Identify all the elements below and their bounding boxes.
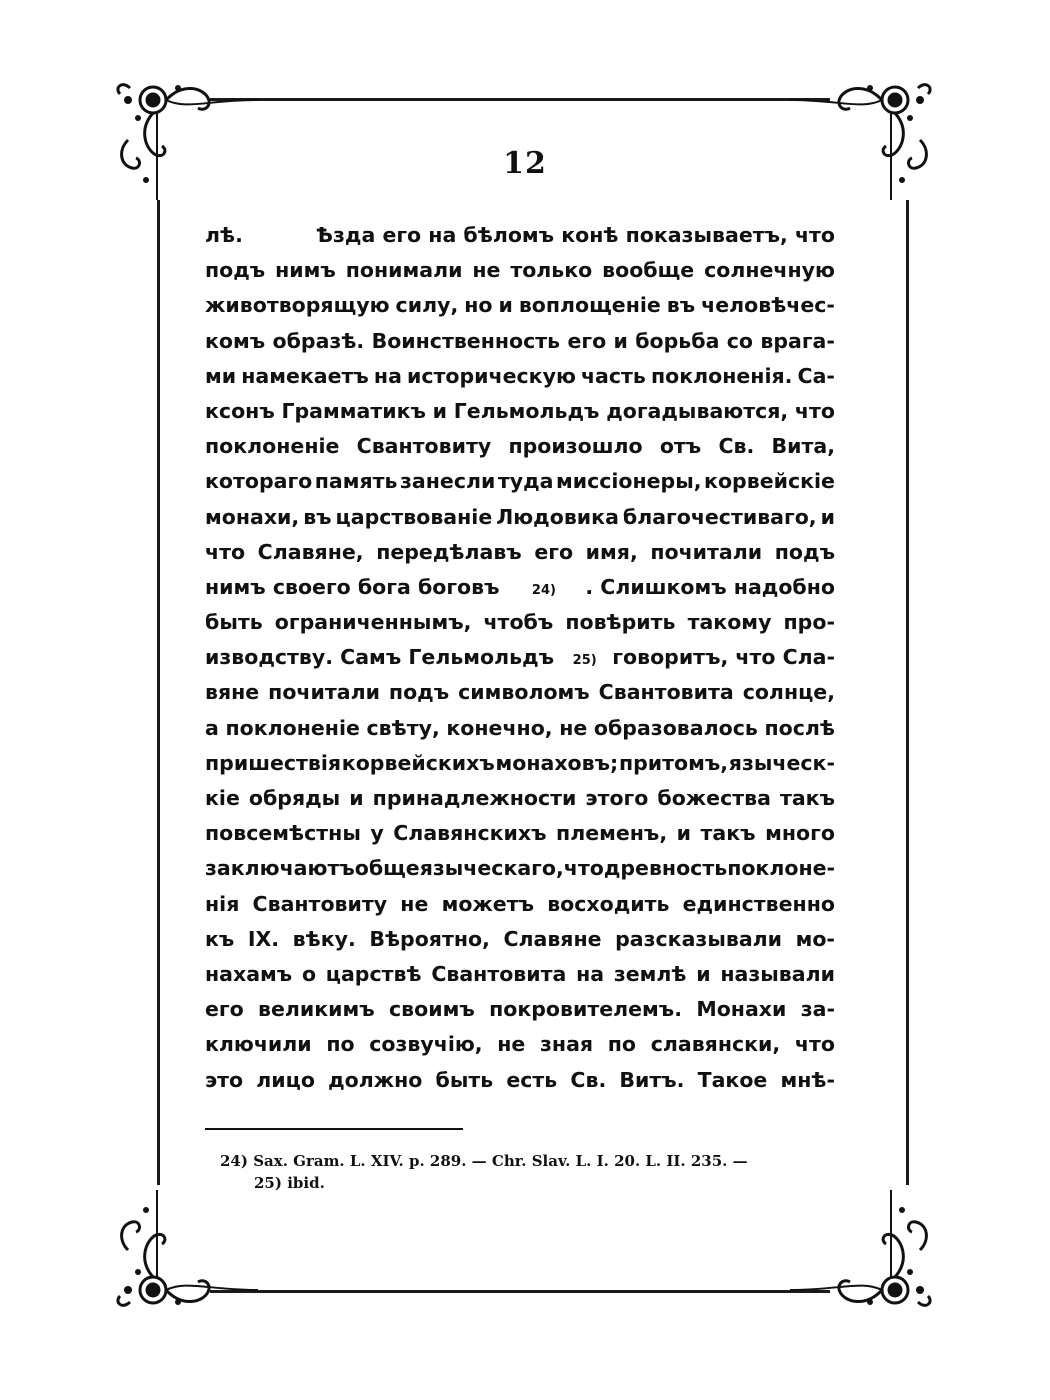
word: не (472, 258, 501, 283)
word: человѣчес- (701, 293, 835, 318)
body-text (205, 218, 835, 1098)
text-line (205, 957, 835, 992)
word: ограниченнымъ, (274, 610, 472, 635)
footnotes (220, 1150, 840, 1194)
word: Грамматикъ (281, 398, 426, 423)
word: солнце, (742, 680, 835, 705)
word: притомъ, (618, 750, 729, 775)
word: созвучію, (369, 1032, 483, 1057)
word: не (400, 891, 429, 916)
word: Свантовиту (356, 434, 492, 459)
word: борьба (635, 328, 720, 353)
text-line (205, 464, 835, 499)
text-line (205, 288, 835, 323)
word: славянски, (650, 1032, 781, 1057)
word: и (432, 398, 448, 423)
word: о (301, 961, 317, 986)
frame-left-rule (157, 200, 160, 1185)
word: а (205, 715, 219, 740)
text-line: изводству. Самъ Гельмольдъ 25) говоритъ, что Сла- (205, 640, 835, 675)
word: много (765, 821, 835, 846)
word: свѣту, (366, 715, 440, 740)
word: поклоне- (727, 856, 836, 881)
word: восходить (547, 891, 670, 916)
word: зная (540, 1032, 594, 1057)
word: Са- (797, 363, 835, 388)
word: языческ- (728, 750, 835, 775)
word: конечно, (446, 715, 553, 740)
text-line (205, 887, 835, 922)
word: царствѣ (325, 961, 422, 986)
word: только (510, 258, 593, 283)
word: корвейскихъ (341, 750, 495, 775)
word: послѣ (764, 715, 835, 740)
word: про- (783, 610, 835, 635)
word: воплощеніе (518, 293, 661, 318)
word: должно (328, 1067, 423, 1092)
word: такъ (700, 821, 756, 846)
word: корвейскіе (704, 469, 835, 494)
word: разсказывали (615, 926, 783, 951)
word: обряды (248, 786, 341, 810)
word: его (534, 539, 574, 564)
footnote-25: 25) ibid. (254, 1174, 325, 1192)
word: Св. (718, 434, 755, 459)
word: почитали (650, 539, 763, 564)
footnote-24: 24) Sax. Gram. L. XIV. p. 289. — Chr. Slav. L. I. 20. L. II. 235. — (220, 1152, 748, 1170)
word: нія (205, 891, 240, 916)
word: древность (603, 856, 728, 881)
frame-bottom-rule (210, 1290, 830, 1293)
frame-top-rule (210, 98, 830, 101)
text-line (205, 711, 835, 746)
word: Вита, (771, 434, 835, 459)
text-line (205, 1027, 835, 1062)
word: пришествія (205, 750, 342, 775)
frame-right-rule (906, 200, 909, 1185)
word: Свантовита (598, 680, 734, 705)
word: монахи, (205, 504, 300, 529)
word: поклоненіе (225, 715, 360, 740)
word: IX. (247, 926, 280, 951)
word: но (464, 293, 493, 318)
word: миссіонеры, (555, 469, 702, 494)
text-line (205, 851, 835, 886)
word: намекаетъ (241, 363, 369, 388)
word: Славяне, (257, 539, 364, 564)
word: и (820, 504, 835, 529)
word: врага- (760, 328, 835, 353)
word: повсемѣстны (205, 821, 361, 846)
word: Такое (697, 1067, 768, 1092)
word: образѣ. (272, 328, 365, 353)
word: въ (666, 293, 696, 318)
word: кіе (205, 786, 240, 810)
word: такому (687, 610, 772, 635)
word: со (726, 328, 754, 353)
word: по (326, 1032, 355, 1057)
page-number: 12 (503, 146, 547, 181)
word: Свантовиту (252, 891, 388, 916)
text-line: нимъ своего бога боговъ 24) . Слишкомъ надобно (205, 570, 835, 605)
text-line: лѣ. Ѣзда его на бѣломъ конѣ показываетъ, что (205, 223, 835, 247)
word: царствованіе (335, 504, 493, 529)
word: догадываются, (606, 398, 789, 423)
word: божества (657, 786, 771, 810)
word: своимъ (389, 997, 475, 1022)
word: что (205, 539, 246, 564)
word: быть (205, 610, 263, 635)
word: ключили (205, 1032, 312, 1057)
word: историческую (407, 363, 576, 388)
footnote-ref-25[interactable]: 25) (572, 653, 597, 669)
word: подъ (774, 539, 835, 564)
word: благочестиваго, (622, 504, 817, 529)
text-line (205, 675, 835, 710)
word: животворящую (205, 293, 390, 318)
word: и (498, 293, 513, 318)
word: Витъ. (619, 1067, 685, 1092)
word: и (696, 961, 711, 986)
word: Гельмольдъ (453, 398, 600, 423)
word: въ (303, 504, 332, 529)
word: на (576, 961, 605, 986)
text-line (205, 605, 835, 640)
word: можетъ (441, 891, 534, 916)
word: произошло (508, 434, 643, 459)
word: общеязыческаго, (354, 856, 564, 881)
text-line (205, 922, 835, 957)
text-line (205, 394, 835, 429)
word: такъ (779, 786, 835, 810)
word: понимали (345, 258, 463, 283)
word: силу, (395, 293, 459, 318)
word: и (676, 821, 692, 846)
word: у (370, 821, 384, 846)
word: на (373, 363, 402, 388)
word: великимъ (258, 997, 375, 1022)
word: отъ (659, 434, 702, 459)
word: за- (800, 997, 835, 1022)
word: это (205, 1067, 244, 1092)
word: Свантовита (431, 961, 567, 986)
word: Св. (570, 1067, 607, 1092)
word: землѣ (613, 961, 687, 986)
word: комъ (205, 328, 266, 353)
word: по (607, 1032, 637, 1057)
word: Славяне (503, 926, 602, 951)
word: поклоненія. (650, 363, 793, 388)
word: что (563, 856, 604, 881)
text-line (205, 1063, 835, 1098)
word: память (314, 469, 398, 494)
word: что (794, 1032, 835, 1057)
text-line (205, 324, 835, 359)
corner-ornament-top-left-icon (108, 70, 258, 220)
text-line (205, 359, 835, 394)
word: его (205, 997, 244, 1022)
word: подъ (205, 258, 266, 283)
word: нахамъ (205, 961, 293, 986)
word: занесли (400, 469, 496, 494)
word: и (349, 786, 364, 810)
word: чтобъ (483, 610, 554, 635)
word: передѣлавъ (376, 539, 522, 564)
word: Вѣроятно, (369, 926, 490, 951)
word: монаховъ; (495, 750, 619, 775)
word: повѣрить (565, 610, 676, 635)
word: вѣку. (292, 926, 356, 951)
word: не (559, 715, 588, 740)
word: Монахи (696, 997, 787, 1022)
footnote-ref-24[interactable]: 24) (531, 582, 556, 598)
word: символомъ (458, 680, 590, 705)
text-line (205, 535, 835, 570)
word: Людовика (496, 504, 619, 529)
word: единственно (682, 891, 835, 916)
word: часть (580, 363, 646, 388)
text-line (205, 816, 835, 851)
word: ксонъ (205, 398, 275, 423)
word: почитали (268, 680, 380, 705)
word: имя, (585, 539, 638, 564)
word: этого (585, 786, 649, 810)
word: нимъ (275, 258, 336, 283)
corner-ornament-top-right-icon (790, 70, 940, 220)
word: подъ (388, 680, 450, 705)
word: и (613, 328, 628, 353)
word: есть (506, 1067, 558, 1092)
text-line (205, 781, 835, 816)
word: принадлежности (372, 786, 577, 810)
word: Воинственность (371, 328, 561, 353)
word: называли (720, 961, 835, 986)
word: племенъ, (556, 821, 668, 846)
word: образовалось (593, 715, 758, 740)
word: Славянскихъ (393, 821, 547, 846)
text-line (205, 500, 835, 535)
word: что (794, 398, 835, 423)
word: мнѣ- (780, 1067, 835, 1092)
word: котораго (205, 469, 313, 494)
word: солнечную (704, 258, 835, 283)
text-line (205, 746, 835, 781)
word: покровителемъ. (489, 997, 682, 1022)
word: заключаютъ (205, 856, 355, 881)
word: къ (205, 926, 235, 951)
word: быть (435, 1067, 494, 1092)
footnote-divider (205, 1128, 463, 1130)
word: мо- (795, 926, 835, 951)
word: ми (205, 363, 237, 388)
word: его (567, 328, 607, 353)
word: не (497, 1032, 526, 1057)
word: вяне (205, 680, 260, 705)
text-line (205, 253, 835, 288)
text-line (205, 992, 835, 1027)
word: лицо (256, 1067, 315, 1092)
word: поклоненіе (205, 434, 340, 459)
word: вообще (602, 258, 695, 283)
word: туда (497, 469, 554, 494)
text-line (205, 429, 835, 464)
